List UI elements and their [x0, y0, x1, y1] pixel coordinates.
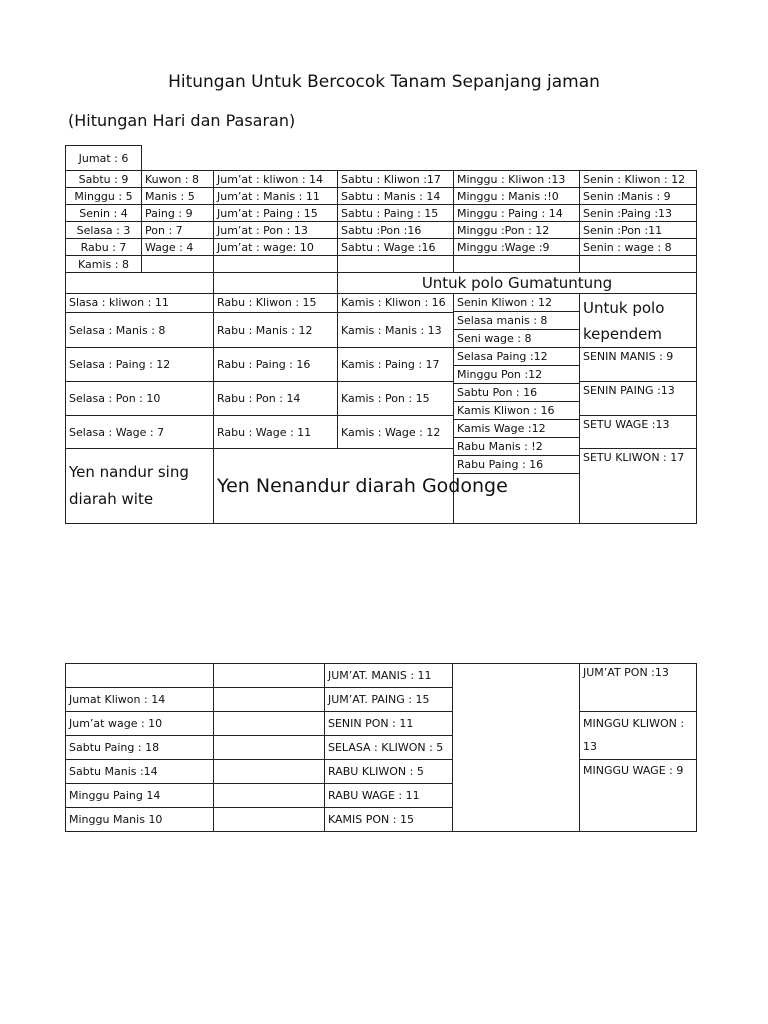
jumat-combo-cell: Jum’at : Pon : 13	[214, 222, 338, 239]
gumatuntung-list	[454, 294, 579, 473]
blank-space	[142, 146, 697, 171]
day-value-cell: Selasa : 3	[66, 222, 142, 239]
empty-cell	[338, 256, 454, 273]
table2-item: JUM’AT PON :13	[580, 664, 697, 712]
list-item: Kamis Wage :12	[454, 420, 579, 438]
table2-item: Jum’at wage : 10	[66, 712, 214, 736]
table2-item: Sabtu Manis :14	[66, 760, 214, 784]
table2-item: Sabtu Paing : 18	[66, 736, 214, 760]
kependem-heading: Untuk polo kependem	[580, 294, 697, 348]
wite-note: Yen nandur sing diarah wite	[66, 449, 214, 524]
gumatuntung-list-cell	[454, 294, 580, 474]
senin-combo-cell: Senin : Kliwon : 12	[580, 171, 697, 188]
empty-cell	[214, 664, 325, 688]
godonge-note: Yen Nenandur diarah Godonge	[214, 449, 454, 524]
empty-cell	[214, 688, 325, 712]
pasaran-value-cell: Pon : 7	[142, 222, 214, 239]
empty-cell	[214, 712, 325, 736]
kependem-item: SETU KLIWON : 17	[580, 449, 697, 524]
kamis-wage-cell: Kamis : Wage : 12	[338, 416, 454, 449]
pasaran-value-cell: Paing : 9	[142, 205, 214, 222]
table2-item: JUM’AT. PAING : 15	[325, 688, 453, 712]
minggu-combo-cell: Minggu :Wage :9	[454, 239, 580, 256]
document-title: Hitungan Untuk Bercocok Tanam Sepanjang jaman	[168, 72, 600, 92]
rabu-pon-cell: Rabu : Pon : 14	[214, 382, 338, 416]
empty-cell	[214, 808, 325, 832]
sabtu-combo-cell: Sabtu : Paing : 15	[338, 205, 454, 222]
empty-cell	[454, 256, 580, 273]
empty-cell	[142, 256, 214, 273]
minggu-combo-cell: Minggu : Kliwon :13	[454, 171, 580, 188]
day-value-cell: Sabtu : 9	[66, 171, 142, 188]
empty-cell	[214, 760, 325, 784]
pasaran-value-cell: Wage : 4	[142, 239, 214, 256]
senin-combo-cell: Senin :Manis : 9	[580, 188, 697, 205]
table2-item: Minggu Manis 10	[66, 808, 214, 832]
table2-item: KAMIS PON : 15	[325, 808, 453, 832]
rabu-kliwon-cell: Rabu : Kliwon : 15	[214, 294, 338, 313]
jumat-combo-cell: Jum’at : wage: 10	[214, 239, 338, 256]
table2-item: RABU KLIWON : 5	[325, 760, 453, 784]
kependem-item: SENIN PAING :13	[580, 382, 697, 416]
sabtu-combo-cell: Sabtu : Manis : 14	[338, 188, 454, 205]
kamis-paing-cell: Kamis : Paing : 17	[338, 348, 454, 382]
day-value-cell: Minggu : 5	[66, 188, 142, 205]
rabu-paing-cell: Rabu : Paing : 16	[214, 348, 338, 382]
empty-cell	[214, 736, 325, 760]
sabtu-combo-cell: Sabtu : Wage :16	[338, 239, 454, 256]
minggu-combo-cell: Minggu :Pon : 12	[454, 222, 580, 239]
empty-cell	[453, 664, 580, 832]
list-item: Senin Kliwon : 12	[457, 296, 552, 309]
selasa-manis-cell: Selasa : Manis : 8	[66, 313, 214, 348]
day-value-cell: Kamis : 8	[66, 256, 142, 273]
list-item: Selasa Paing :12	[454, 348, 579, 366]
rabu-wage-cell: Rabu : Wage : 11	[214, 416, 338, 449]
empty-cell	[66, 664, 214, 688]
senin-combo-cell: Senin : wage : 8	[580, 239, 697, 256]
jumat-combo-cell: Jum’at : Manis : 11	[214, 188, 338, 205]
empty-cell	[214, 256, 338, 273]
list-item: Seni wage : 8	[454, 330, 579, 348]
calendar-table-1	[65, 145, 697, 524]
list-item: Rabu Paing : 16	[454, 456, 579, 474]
day-value-cell: Rabu : 7	[66, 239, 142, 256]
selasa-pon-cell: Selasa : Pon : 10	[66, 382, 214, 416]
selasa-kliwon-cell: Slasa : kliwon : 11	[66, 294, 214, 313]
sabtu-combo-cell: Sabtu : Kliwon :17	[338, 171, 454, 188]
day-value-cell: Senin : 4	[66, 205, 142, 222]
kamis-kliwon-cell: Kamis : Kliwon : 16	[338, 294, 454, 313]
kependem-item: SENIN MANIS : 9	[580, 348, 697, 382]
minggu-combo-cell: Minggu : Paing : 14	[454, 205, 580, 222]
gumatuntung-heading: Untuk polo Gumatuntung	[338, 273, 697, 294]
table2-item: RABU WAGE : 11	[325, 784, 453, 808]
table2-item: Minggu Paing 14	[66, 784, 214, 808]
table2-item: MINGGU WAGE : 9	[580, 760, 697, 832]
kependem-item: SETU WAGE :13	[580, 416, 697, 449]
calendar-table-2	[65, 663, 697, 832]
list-item: Rabu Manis : !2	[454, 438, 579, 456]
selasa-paing-cell: Selasa : Paing : 12	[66, 348, 214, 382]
rabu-manis-cell: Rabu : Manis : 12	[214, 313, 338, 348]
jumat-combo-cell: Jum’at : Paing : 15	[214, 205, 338, 222]
list-item: Kamis Kliwon : 16	[454, 402, 579, 420]
kamis-manis-cell: Kamis : Manis : 13	[338, 313, 454, 348]
table2-item: SENIN PON : 11	[325, 712, 453, 736]
senin-combo-cell: Senin :Paing :13	[580, 205, 697, 222]
senin-combo-cell: Senin :Pon :11	[580, 222, 697, 239]
table2-item: JUM’AT. MANIS : 11	[325, 664, 453, 688]
jumat-combo-cell: Jum’at : kliwon : 14	[214, 171, 338, 188]
list-item: Sabtu Pon : 16	[454, 384, 579, 402]
empty-cell	[214, 273, 338, 294]
minggu-combo-cell: Minggu : Manis :!0	[454, 188, 580, 205]
empty-cell	[580, 256, 697, 273]
empty-cell	[214, 784, 325, 808]
list-item: Selasa manis : 8	[454, 312, 579, 330]
empty-cell	[66, 273, 214, 294]
selasa-wage-cell: Selasa : Wage : 7	[66, 416, 214, 449]
kamis-pon-cell: Kamis : Pon : 15	[338, 382, 454, 416]
table2-item: MINGGU KLIWON : 13	[580, 712, 697, 760]
list-item: Minggu Pon :12	[454, 366, 579, 384]
table2-item: SELASA : KLIWON : 5	[325, 736, 453, 760]
pasaran-value-cell: Kuwon : 8	[142, 171, 214, 188]
table2-item: Jumat Kliwon : 14	[66, 688, 214, 712]
document-subtitle: (Hitungan Hari dan Pasaran)	[68, 111, 296, 130]
pasaran-value-cell: Manis : 5	[142, 188, 214, 205]
sabtu-combo-cell: Sabtu :Pon :16	[338, 222, 454, 239]
jumat-cell: Jumat : 6	[66, 146, 142, 171]
